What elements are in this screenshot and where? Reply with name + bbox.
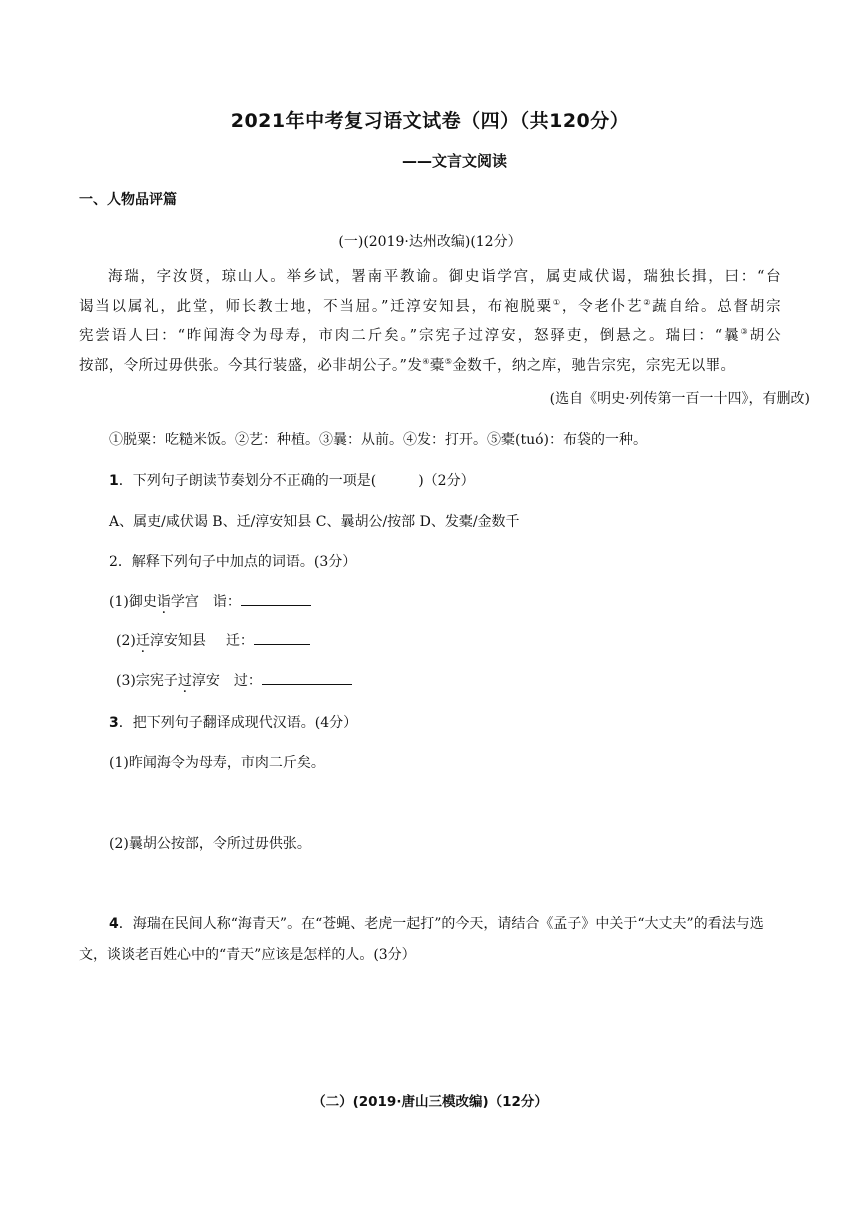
passage-line-4: 按部，令所过毋供张。今其行装盛，必非胡公子。”发④橐⑤金数千，纳之库，驰告宗宪，宗宪无以罪。 — [79, 356, 736, 374]
question-3-item-2: (2)曩胡公按部，令所过毋供张。 — [109, 836, 311, 852]
answer-blank[interactable] — [241, 591, 311, 606]
page-title: 2021年中考复习语文试卷（四）（共120分） — [230, 110, 630, 132]
question-1-options: A、属吏/咸伏谒 B、迁/淳安知县 C、曩胡公/按部 D、发橐/金数千 — [109, 514, 520, 530]
passage-line-1: 海瑞，字汝贤，琼山人。举乡试，署南平教谕。御史诣学宫，属吏咸伏谒，瑞独长揖，曰：“台 — [108, 269, 781, 285]
question-3: 3．把下列句子翻译成现代汉语。(4分） — [109, 715, 358, 731]
question-1: 1．下列句子朗读节奏划分不正确的一项是( )（2分） — [109, 473, 475, 489]
section-heading: 一、人物品评篇 — [79, 192, 177, 208]
answer-blank[interactable] — [254, 630, 310, 645]
page-subtitle: ——文言文阅读 — [402, 152, 508, 170]
passage2-source: （二）(2019·唐山三模改编)（12分） — [312, 1094, 548, 1110]
passage1-citation: (选自《明史·列传第一百一十四》，有删改) — [549, 391, 810, 407]
passage1-source: (一)(2019·达州改编)(12分） — [338, 234, 522, 250]
passage1-notes: ①脱粟：吃糙米饭。②艺：种植。③曩：从前。④发：打开。⑤橐(tuó)：布袋的一种。 — [109, 432, 647, 448]
question-2: 2．解释下列句子中加点的词语。(3分） — [109, 554, 357, 570]
answer-blank[interactable] — [262, 670, 352, 685]
question-4: 4．海瑞在民间人称“海青天”。在“苍蝇、老虎一起打”的今天，请结合《孟子》中关于“大丈夫”的看法与选文，谈谈老百姓心中的“青天”应该是怎样的人。(3分） — [79, 916, 764, 963]
passage1-text — [79, 263, 781, 381]
question-2-item-1: (1)御史诣学宫 诣： — [109, 591, 311, 611]
question-2-item-3: (3)宗宪子过淳安 过： — [116, 670, 352, 690]
question-3-item-1: (1)昨闻海令为母寿，市肉二斤矣。 — [109, 755, 325, 771]
passage-line-2: 谒当以属礼，此堂，师长教士地，不当屈。”迁淳安知县，布袍脱粟①，令老仆艺②蔬自给。总督胡宗 — [79, 297, 781, 315]
question-2-item-2: (2)迁淳安知县 迁： — [116, 630, 310, 650]
passage-line-3: 宪尝语人曰：“昨闻海令为母寿，市肉二斤矣。”宗宪子过淳安，怒驿吏，倒悬之。瑞曰：“曩③胡公 — [79, 327, 781, 344]
